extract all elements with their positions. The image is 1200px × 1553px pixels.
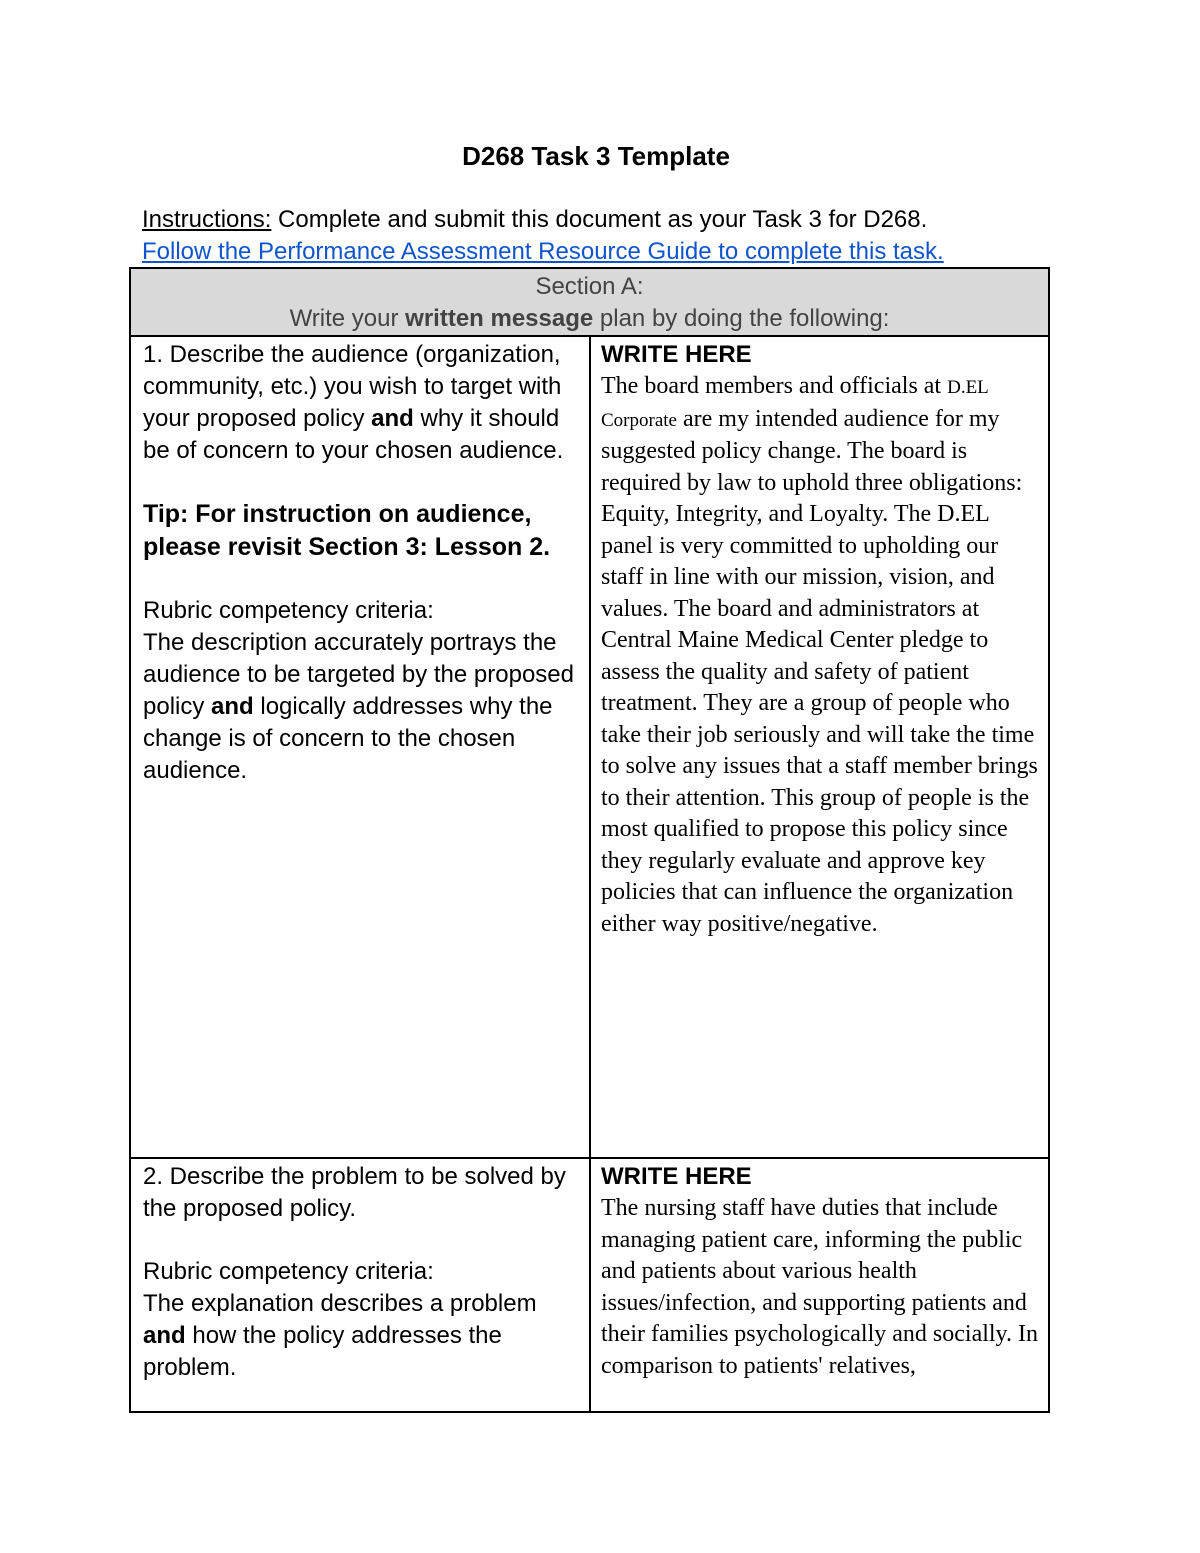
criteria-label: Rubric competency criteria: (143, 597, 434, 624)
table-row (130, 1158, 1049, 1412)
answer-cell[interactable] (590, 1158, 1049, 1412)
instructions-block (142, 204, 944, 268)
section-a-table (129, 267, 1050, 1413)
criteria-text: The description accurately portrays the audience to be targeted by the proposed policy and logically addresses why the change is of concern to the chosen audience. (143, 629, 574, 784)
write-here-label: WRITE HERE (601, 1163, 752, 1190)
answer-text: The board members and officials at D.EL Corporate are my intended audience for my suggested policy change. The board is required by law to uphold three obligations: Equity, Integrity, and Loyalty. The D.EL panel is very committed to upholding our staff in line with our mission, vision, and values. The board and administrators at Central Maine Medical Center pledge to assess the quality and safety of patient treatment. They are a group of people who take their job seriously and will take the time to solve any issues that a staff member brings to their attention. This group of people is the most qualified to propose this policy since they regularly evaluate and approve key policies that can influence the organization either way positive/negative. (601, 373, 1038, 937)
write-here-label: WRITE HERE (601, 341, 752, 368)
document-title: D268 Task 3 Template (462, 141, 730, 171)
answer-text: The nursing staff have duties that include managing patient care, informing the public and patients about various health issues/infection, and supporting patients and their families psychologically and socially. In comparison to patients' relatives, (601, 1195, 1038, 1379)
answer-cell[interactable] (590, 336, 1049, 1158)
resource-guide-link[interactable]: Follow the Performance Assessment Resource Guide to complete this task. (142, 238, 944, 265)
prompt-text: 2. Describe the problem to be solved by the proposed policy. (143, 1163, 566, 1222)
section-subheading: Write your written message plan by doing the following: (289, 305, 890, 332)
prompt-cell (130, 336, 590, 1158)
criteria-text: The explanation describes a problem and how the policy addresses the problem. (143, 1290, 537, 1381)
section-heading: Section A: (535, 273, 644, 300)
tip-text: Tip: For instruction on audience, please revisit Section 3: Lesson 2. (143, 500, 551, 561)
instructions-label: Instructions: (142, 206, 272, 233)
prompt-text: 1. Describe the audience (organization, community, etc.) you wish to target with your proposed policy and why it should be of concern to your chosen audience. (143, 341, 564, 464)
section-a-header (130, 268, 1049, 336)
prompt-cell (130, 1158, 590, 1412)
table-row (130, 336, 1049, 1158)
instructions-text: Complete and submit this document as your Task 3 for D268. (271, 206, 928, 233)
criteria-label: Rubric competency criteria: (143, 1258, 434, 1285)
